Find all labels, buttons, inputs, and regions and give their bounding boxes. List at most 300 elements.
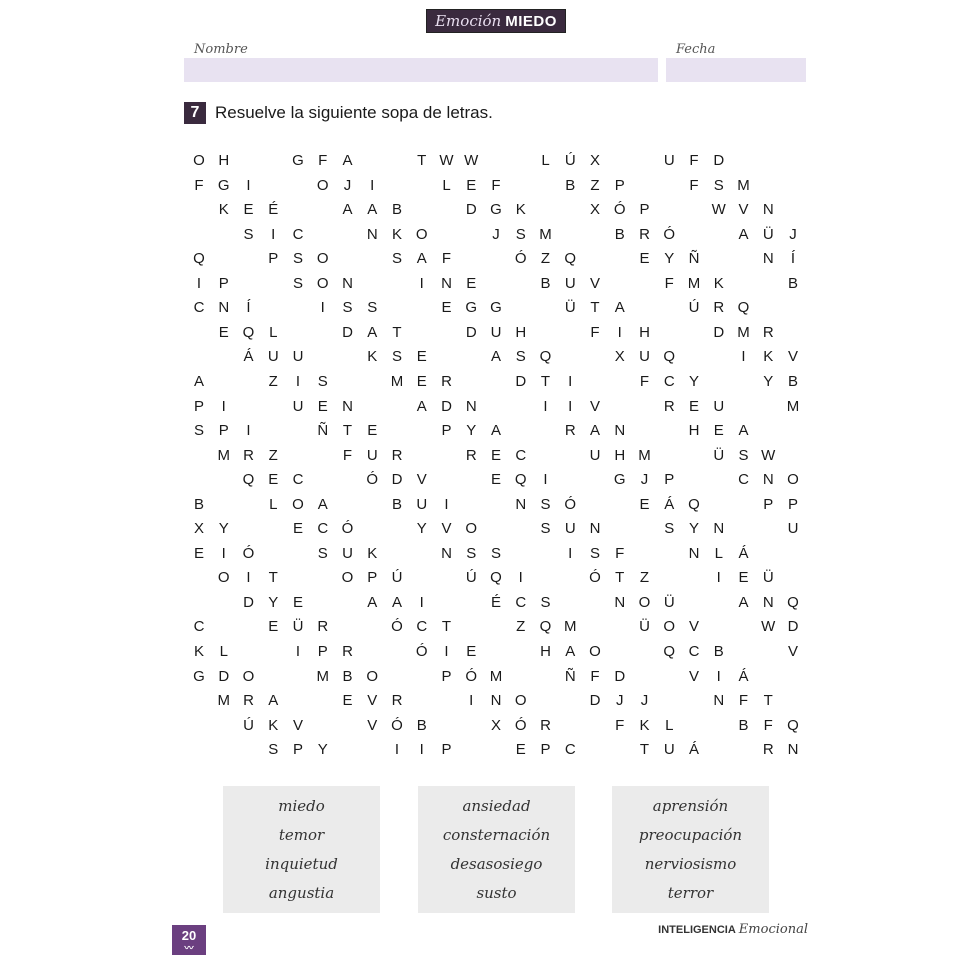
grid-letter[interactable]: Ú bbox=[391, 569, 403, 587]
grid-letter[interactable]: Q bbox=[663, 348, 676, 366]
grid-letter[interactable]: V bbox=[738, 201, 749, 219]
grid-letter[interactable]: S bbox=[193, 422, 204, 440]
grid-letter[interactable]: A bbox=[565, 643, 576, 660]
grid-letter[interactable]: E bbox=[738, 569, 749, 587]
grid-letter[interactable]: A bbox=[317, 495, 328, 513]
grid-letter[interactable]: H bbox=[614, 446, 626, 464]
grid-letter[interactable]: D bbox=[391, 471, 403, 489]
grid-letter[interactable]: U bbox=[713, 397, 725, 415]
grid-letter[interactable]: U bbox=[639, 348, 650, 366]
grid-letter[interactable]: A bbox=[416, 397, 427, 415]
grid-letter[interactable]: F bbox=[194, 176, 204, 194]
grid-letter[interactable]: I bbox=[271, 225, 276, 243]
grid-letter[interactable]: Q bbox=[787, 593, 799, 611]
grid-letter[interactable]: S bbox=[540, 593, 551, 611]
grid-letter[interactable]: I bbox=[617, 323, 622, 341]
grid-letter[interactable]: L bbox=[665, 716, 674, 734]
grid-letter[interactable]: A bbox=[193, 372, 204, 390]
grid-letter[interactable]: A bbox=[738, 422, 749, 440]
grid-letter[interactable]: Q bbox=[514, 471, 527, 489]
grid-letter[interactable]: S bbox=[713, 176, 724, 194]
grid-letter[interactable]: Ü bbox=[663, 593, 675, 611]
grid-letter[interactable]: K bbox=[639, 716, 650, 734]
grid-letter[interactable]: P bbox=[614, 176, 625, 194]
grid-letter[interactable]: I bbox=[419, 274, 424, 292]
grid-letter[interactable]: S bbox=[292, 250, 303, 268]
grid-letter[interactable]: C bbox=[688, 643, 700, 660]
grid-letter[interactable]: X bbox=[589, 201, 600, 219]
grid-letter[interactable]: Ó bbox=[391, 716, 403, 734]
grid-letter[interactable]: T bbox=[392, 323, 402, 341]
grid-letter[interactable]: L bbox=[219, 643, 228, 660]
grid-letter[interactable]: H bbox=[540, 643, 551, 660]
grid-letter[interactable]: F bbox=[590, 323, 600, 341]
grid-letter[interactable]: S bbox=[391, 250, 402, 268]
grid-letter[interactable]: M bbox=[390, 372, 404, 390]
grid-letter[interactable]: R bbox=[639, 225, 650, 243]
grid-letter[interactable]: N bbox=[614, 593, 626, 611]
grid-letter[interactable]: O bbox=[465, 520, 478, 538]
grid-letter[interactable]: H bbox=[218, 152, 230, 169]
grid-letter[interactable]: T bbox=[590, 299, 600, 317]
grid-letter[interactable]: Q bbox=[490, 569, 502, 587]
grid-letter[interactable]: D bbox=[243, 593, 254, 611]
grid-letter[interactable]: V bbox=[787, 348, 798, 366]
grid-letter[interactable]: A bbox=[738, 593, 749, 611]
grid-letter[interactable]: Q bbox=[539, 348, 552, 366]
grid-letter[interactable]: L bbox=[269, 495, 278, 513]
grid-letter[interactable]: A bbox=[391, 593, 402, 611]
grid-letter[interactable]: N bbox=[342, 397, 353, 415]
grid-letter[interactable]: C bbox=[515, 446, 527, 464]
grid-letter[interactable]: C bbox=[416, 618, 428, 636]
grid-letter[interactable]: H bbox=[639, 323, 650, 341]
grid-letter[interactable]: D bbox=[614, 667, 626, 685]
grid-letter[interactable]: Ó bbox=[514, 716, 527, 734]
grid-letter[interactable]: B bbox=[540, 274, 551, 292]
grid-letter[interactable]: X bbox=[490, 716, 501, 734]
grid-letter[interactable]: I bbox=[419, 593, 424, 611]
grid-letter[interactable]: A bbox=[738, 225, 749, 243]
grid-letter[interactable]: O bbox=[242, 667, 255, 685]
grid-letter[interactable]: D bbox=[713, 152, 725, 169]
grid-letter[interactable]: R bbox=[713, 299, 725, 317]
grid-letter[interactable]: Ó bbox=[465, 667, 478, 685]
grid-letter[interactable]: F bbox=[342, 446, 353, 464]
grid-letter[interactable]: Ú bbox=[564, 152, 576, 169]
grid-letter[interactable]: Á bbox=[664, 495, 675, 513]
grid-letter[interactable]: J bbox=[492, 225, 500, 243]
grid-letter[interactable]: O bbox=[366, 667, 379, 685]
grid-letter[interactable]: Y bbox=[763, 372, 774, 390]
grid-letter[interactable]: Q bbox=[737, 299, 750, 317]
grid-letter[interactable]: I bbox=[518, 569, 523, 587]
grid-letter[interactable]: S bbox=[317, 372, 328, 390]
grid-letter[interactable]: B bbox=[193, 495, 204, 513]
grid-letter[interactable]: U bbox=[589, 446, 601, 464]
grid-letter[interactable]: K bbox=[268, 716, 279, 734]
grid-letter[interactable]: R bbox=[243, 446, 254, 464]
grid-letter[interactable]: S bbox=[367, 299, 378, 317]
grid-letter[interactable]: N bbox=[465, 397, 477, 415]
grid-letter[interactable]: O bbox=[316, 250, 329, 268]
grid-letter[interactable]: A bbox=[342, 201, 353, 219]
grid-letter[interactable]: F bbox=[590, 667, 600, 685]
grid-letter[interactable]: N bbox=[515, 495, 527, 513]
grid-letter[interactable]: S bbox=[490, 544, 501, 562]
grid-letter[interactable]: P bbox=[763, 495, 774, 513]
grid-letter[interactable]: N bbox=[490, 692, 502, 710]
grid-letter[interactable]: M bbox=[737, 176, 750, 194]
grid-letter[interactable]: A bbox=[367, 201, 378, 219]
grid-letter[interactable]: S bbox=[342, 299, 353, 317]
grid-letter[interactable]: I bbox=[196, 274, 202, 292]
grid-letter[interactable]: W bbox=[711, 201, 726, 219]
grid-letter[interactable]: A bbox=[268, 692, 279, 710]
grid-letter[interactable]: K bbox=[367, 348, 378, 366]
grid-letter[interactable]: B bbox=[787, 274, 798, 292]
grid-letter[interactable]: N bbox=[713, 692, 725, 710]
grid-letter[interactable]: I bbox=[221, 544, 226, 562]
grid-letter[interactable]: O bbox=[514, 692, 527, 710]
grid-letter[interactable]: L bbox=[714, 544, 723, 562]
grid-letter[interactable]: E bbox=[441, 299, 452, 317]
grid-letter[interactable]: Q bbox=[242, 471, 255, 489]
grid-letter[interactable]: Y bbox=[268, 593, 279, 611]
grid-letter[interactable]: D bbox=[441, 397, 452, 415]
grid-letter[interactable]: P bbox=[441, 741, 452, 759]
grid-letter[interactable]: S bbox=[243, 225, 254, 243]
grid-letter[interactable]: B bbox=[565, 176, 576, 194]
grid-letter[interactable]: V bbox=[589, 274, 600, 292]
grid-letter[interactable]: T bbox=[639, 741, 650, 759]
grid-letter[interactable]: O bbox=[638, 593, 651, 611]
grid-letter[interactable]: N bbox=[713, 520, 725, 538]
grid-letter[interactable]: C bbox=[663, 372, 675, 390]
grid-letter[interactable]: V bbox=[688, 618, 699, 636]
grid-letter[interactable]: A bbox=[490, 422, 501, 440]
grid-letter[interactable]: A bbox=[367, 593, 378, 611]
grid-letter[interactable]: E bbox=[243, 201, 254, 219]
grid-letter[interactable]: Ü bbox=[762, 225, 774, 243]
grid-letter[interactable]: L bbox=[442, 176, 451, 194]
grid-letter[interactable]: Ó bbox=[391, 618, 403, 636]
grid-letter[interactable]: G bbox=[490, 299, 502, 317]
grid-letter[interactable]: Ó bbox=[613, 201, 626, 219]
grid-letter[interactable]: U bbox=[267, 348, 279, 366]
grid-letter[interactable]: Á bbox=[243, 348, 254, 366]
grid-letter[interactable]: P bbox=[441, 667, 452, 685]
grid-letter[interactable]: T bbox=[268, 569, 278, 587]
grid-letter[interactable]: Z bbox=[268, 372, 278, 390]
grid-letter[interactable]: Q bbox=[242, 323, 255, 341]
grid-letter[interactable]: U bbox=[292, 348, 304, 366]
grid-letter[interactable]: Ü bbox=[762, 569, 774, 587]
grid-letter[interactable]: O bbox=[589, 643, 601, 660]
grid-letter[interactable]: N bbox=[366, 225, 378, 243]
grid-letter[interactable]: N bbox=[688, 544, 700, 562]
grid-letter[interactable]: S bbox=[466, 544, 477, 562]
grid-letter[interactable]: A bbox=[490, 348, 501, 366]
grid-letter[interactable]: O bbox=[663, 618, 676, 636]
grid-letter[interactable]: T bbox=[342, 422, 353, 440]
grid-letter[interactable]: J bbox=[789, 225, 797, 243]
grid-letter[interactable]: D bbox=[342, 323, 353, 341]
grid-letter[interactable]: Ó bbox=[514, 250, 527, 268]
grid-letter[interactable]: N bbox=[762, 593, 774, 611]
grid-letter[interactable]: M bbox=[786, 397, 800, 415]
grid-letter[interactable]: P bbox=[367, 569, 378, 587]
grid-letter[interactable]: Ü bbox=[564, 299, 576, 317]
grid-letter[interactable]: Y bbox=[466, 422, 477, 440]
grid-letter[interactable]: E bbox=[193, 544, 204, 562]
grid-letter[interactable]: T bbox=[615, 569, 625, 587]
grid-letter[interactable]: I bbox=[444, 643, 449, 660]
grid-letter[interactable]: Q bbox=[193, 250, 205, 268]
grid-letter[interactable]: E bbox=[639, 250, 650, 268]
grid-letter[interactable]: Á bbox=[738, 544, 749, 562]
grid-letter[interactable]: N bbox=[218, 299, 230, 317]
grid-letter[interactable]: E bbox=[342, 692, 353, 710]
grid-letter[interactable]: P bbox=[317, 643, 328, 660]
grid-letter[interactable]: S bbox=[589, 544, 600, 562]
grid-letter[interactable]: P bbox=[639, 201, 650, 219]
grid-letter[interactable]: S bbox=[664, 520, 675, 538]
grid-letter[interactable]: Ü bbox=[639, 618, 650, 636]
grid-letter[interactable]: H bbox=[688, 422, 700, 440]
grid-letter[interactable]: S bbox=[540, 520, 551, 538]
grid-letter[interactable]: E bbox=[466, 274, 477, 292]
grid-letter[interactable]: T bbox=[540, 372, 551, 390]
grid-letter[interactable]: M bbox=[737, 323, 750, 341]
grid-letter[interactable]: F bbox=[318, 152, 328, 169]
grid-letter[interactable]: V bbox=[688, 667, 699, 685]
grid-letter[interactable]: E bbox=[466, 176, 477, 194]
grid-letter[interactable]: V bbox=[367, 716, 378, 734]
grid-letter[interactable]: Á bbox=[738, 667, 749, 685]
grid-letter[interactable]: B bbox=[342, 667, 353, 685]
grid-letter[interactable]: Q bbox=[539, 618, 552, 636]
grid-letter[interactable]: C bbox=[738, 471, 749, 489]
grid-letter[interactable]: E bbox=[268, 618, 279, 636]
grid-letter[interactable]: O bbox=[193, 152, 205, 169]
grid-letter[interactable]: M bbox=[489, 667, 503, 685]
grid-letter[interactable]: N bbox=[787, 741, 799, 759]
grid-letter[interactable]: C bbox=[564, 741, 576, 759]
grid-letter[interactable]: U bbox=[564, 520, 576, 538]
grid-letter[interactable]: C bbox=[193, 299, 205, 317]
grid-letter[interactable]: J bbox=[640, 471, 649, 489]
grid-letter[interactable]: E bbox=[292, 520, 303, 538]
grid-letter[interactable]: Q bbox=[564, 250, 577, 268]
grid-letter[interactable]: Á bbox=[688, 741, 699, 759]
grid-letter[interactable]: D bbox=[465, 323, 477, 341]
grid-letter[interactable]: I bbox=[246, 176, 251, 194]
grid-letter[interactable]: M bbox=[539, 225, 552, 243]
grid-letter[interactable]: B bbox=[614, 225, 625, 243]
grid-letter[interactable]: F bbox=[615, 544, 625, 562]
grid-letter[interactable]: I bbox=[568, 544, 573, 562]
grid-letter[interactable]: S bbox=[738, 446, 749, 464]
grid-letter[interactable]: G bbox=[490, 201, 502, 219]
grid-letter[interactable]: Z bbox=[639, 569, 650, 587]
grid-letter[interactable]: D bbox=[713, 323, 725, 341]
grid-letter[interactable]: A bbox=[614, 299, 625, 317]
grid-letter[interactable]: A bbox=[416, 250, 427, 268]
grid-letter[interactable]: M bbox=[687, 274, 701, 292]
grid-letter[interactable]: N bbox=[441, 544, 452, 562]
grid-letter[interactable]: M bbox=[316, 667, 329, 685]
grid-letter[interactable]: F bbox=[491, 176, 501, 194]
grid-letter[interactable]: O bbox=[415, 225, 428, 243]
grid-letter[interactable]: É bbox=[268, 201, 279, 219]
grid-letter[interactable]: N bbox=[762, 471, 774, 489]
grid-letter[interactable]: U bbox=[342, 544, 353, 562]
grid-letter[interactable]: N bbox=[762, 201, 774, 219]
grid-letter[interactable]: D bbox=[515, 372, 527, 390]
grid-letter[interactable]: P bbox=[218, 422, 229, 440]
grid-letter[interactable]: Q bbox=[663, 643, 676, 660]
grid-letter[interactable]: C bbox=[292, 225, 304, 243]
grid-letter[interactable]: L bbox=[541, 152, 550, 169]
grid-letter[interactable]: Z bbox=[516, 618, 526, 636]
grid-letter[interactable]: W bbox=[761, 446, 776, 464]
grid-letter[interactable]: U bbox=[490, 323, 502, 341]
grid-letter[interactable]: B bbox=[713, 643, 724, 660]
grid-letter[interactable]: I bbox=[370, 176, 375, 194]
grid-letter[interactable]: V bbox=[787, 643, 798, 660]
grid-letter[interactable]: Q bbox=[688, 495, 700, 513]
grid-letter[interactable]: K bbox=[193, 643, 204, 660]
grid-letter[interactable]: F bbox=[664, 274, 674, 292]
grid-letter[interactable]: J bbox=[616, 692, 624, 710]
grid-letter[interactable]: C bbox=[292, 471, 304, 489]
grid-letter[interactable]: G bbox=[465, 299, 478, 317]
grid-letter[interactable]: I bbox=[419, 741, 424, 759]
grid-letter[interactable]: F bbox=[441, 250, 452, 268]
grid-letter[interactable]: Ú bbox=[243, 716, 254, 734]
grid-letter[interactable]: D bbox=[218, 667, 230, 685]
grid-letter[interactable]: I bbox=[246, 569, 251, 587]
grid-letter[interactable]: U bbox=[787, 520, 799, 538]
grid-letter[interactable]: P bbox=[292, 741, 303, 759]
grid-letter[interactable]: U bbox=[366, 446, 378, 464]
grid-letter[interactable]: Y bbox=[416, 520, 427, 538]
grid-letter[interactable]: I bbox=[444, 495, 449, 513]
grid-letter[interactable]: K bbox=[391, 225, 402, 243]
grid-letter[interactable]: I bbox=[246, 422, 251, 440]
grid-letter[interactable]: V bbox=[292, 716, 303, 734]
grid-letter[interactable]: Z bbox=[590, 176, 600, 194]
grid-letter[interactable]: M bbox=[638, 446, 651, 464]
grid-letter[interactable]: P bbox=[664, 471, 675, 489]
grid-letter[interactable]: Ú bbox=[465, 569, 477, 587]
grid-letter[interactable]: R bbox=[762, 323, 774, 341]
grid-letter[interactable]: W bbox=[439, 152, 454, 169]
grid-letter[interactable]: N bbox=[614, 422, 626, 440]
grid-letter[interactable]: G bbox=[292, 152, 304, 169]
grid-letter[interactable]: I bbox=[320, 299, 325, 317]
grid-letter[interactable]: E bbox=[416, 348, 427, 366]
grid-letter[interactable]: C bbox=[515, 593, 527, 611]
grid-letter[interactable]: M bbox=[217, 692, 230, 710]
grid-letter[interactable]: Ó bbox=[366, 471, 379, 489]
grid-letter[interactable]: W bbox=[761, 618, 776, 636]
grid-letter[interactable]: A bbox=[589, 422, 600, 440]
grid-letter[interactable]: P bbox=[441, 422, 452, 440]
grid-letter[interactable]: E bbox=[490, 471, 501, 489]
grid-letter[interactable]: S bbox=[268, 741, 279, 759]
grid-letter[interactable]: R bbox=[243, 692, 254, 710]
grid-letter[interactable]: K bbox=[367, 544, 378, 562]
grid-letter[interactable]: O bbox=[292, 495, 304, 513]
grid-letter[interactable]: X bbox=[589, 152, 600, 169]
grid-letter[interactable]: S bbox=[391, 348, 402, 366]
grid-letter[interactable]: K bbox=[713, 274, 724, 292]
grid-letter[interactable]: E bbox=[367, 422, 378, 440]
grid-letter[interactable]: É bbox=[490, 593, 501, 611]
grid-letter[interactable]: F bbox=[689, 152, 699, 169]
grid-letter[interactable]: I bbox=[394, 741, 400, 759]
grid-letter[interactable]: E bbox=[292, 593, 303, 611]
grid-letter[interactable]: V bbox=[441, 520, 452, 538]
grid-letter[interactable]: G bbox=[613, 471, 626, 489]
grid-letter[interactable]: P bbox=[787, 495, 798, 513]
grid-letter[interactable]: Z bbox=[268, 446, 278, 464]
grid-letter[interactable]: I bbox=[469, 692, 474, 710]
grid-letter[interactable]: X bbox=[614, 348, 625, 366]
grid-letter[interactable]: E bbox=[713, 422, 724, 440]
grid-letter[interactable]: Ó bbox=[564, 495, 577, 513]
grid-letter[interactable]: E bbox=[416, 372, 427, 390]
grid-letter[interactable]: Ó bbox=[242, 544, 255, 562]
grid-letter[interactable]: D bbox=[465, 201, 477, 219]
grid-letter[interactable]: I bbox=[568, 397, 573, 415]
grid-letter[interactable]: E bbox=[317, 397, 328, 415]
grid-letter[interactable]: Ñ bbox=[564, 667, 576, 685]
grid-letter[interactable]: S bbox=[515, 348, 526, 366]
grid-letter[interactable]: Y bbox=[218, 520, 229, 538]
grid-letter[interactable]: U bbox=[416, 495, 428, 513]
grid-letter[interactable]: R bbox=[540, 716, 551, 734]
grid-letter[interactable]: T bbox=[441, 618, 452, 636]
grid-letter[interactable]: U bbox=[663, 152, 675, 169]
grid-letter[interactable]: S bbox=[515, 225, 526, 243]
grid-letter[interactable]: S bbox=[540, 495, 551, 513]
grid-letter[interactable]: L bbox=[269, 323, 278, 341]
grid-letter[interactable]: Ñ bbox=[317, 422, 329, 440]
grid-letter[interactable]: I bbox=[295, 372, 301, 390]
grid-letter[interactable]: U bbox=[292, 397, 304, 415]
grid-letter[interactable]: N bbox=[441, 274, 452, 292]
grid-letter[interactable]: B bbox=[391, 201, 402, 219]
grid-letter[interactable]: W bbox=[464, 152, 479, 169]
grid-letter[interactable]: M bbox=[217, 446, 230, 464]
grid-letter[interactable]: I bbox=[221, 397, 226, 415]
grid-letter[interactable]: D bbox=[589, 692, 601, 710]
grid-letter[interactable]: P bbox=[218, 274, 229, 292]
grid-letter[interactable]: E bbox=[639, 495, 650, 513]
grid-letter[interactable]: T bbox=[763, 692, 773, 710]
grid-letter[interactable]: U bbox=[663, 741, 675, 759]
grid-letter[interactable]: A bbox=[367, 323, 378, 341]
grid-letter[interactable]: O bbox=[787, 471, 799, 489]
grid-letter[interactable]: P bbox=[540, 741, 551, 759]
grid-letter[interactable]: S bbox=[317, 544, 328, 562]
grid-letter[interactable]: I bbox=[741, 348, 746, 366]
grid-letter[interactable]: B bbox=[787, 372, 798, 390]
grid-letter[interactable]: I bbox=[295, 643, 301, 660]
